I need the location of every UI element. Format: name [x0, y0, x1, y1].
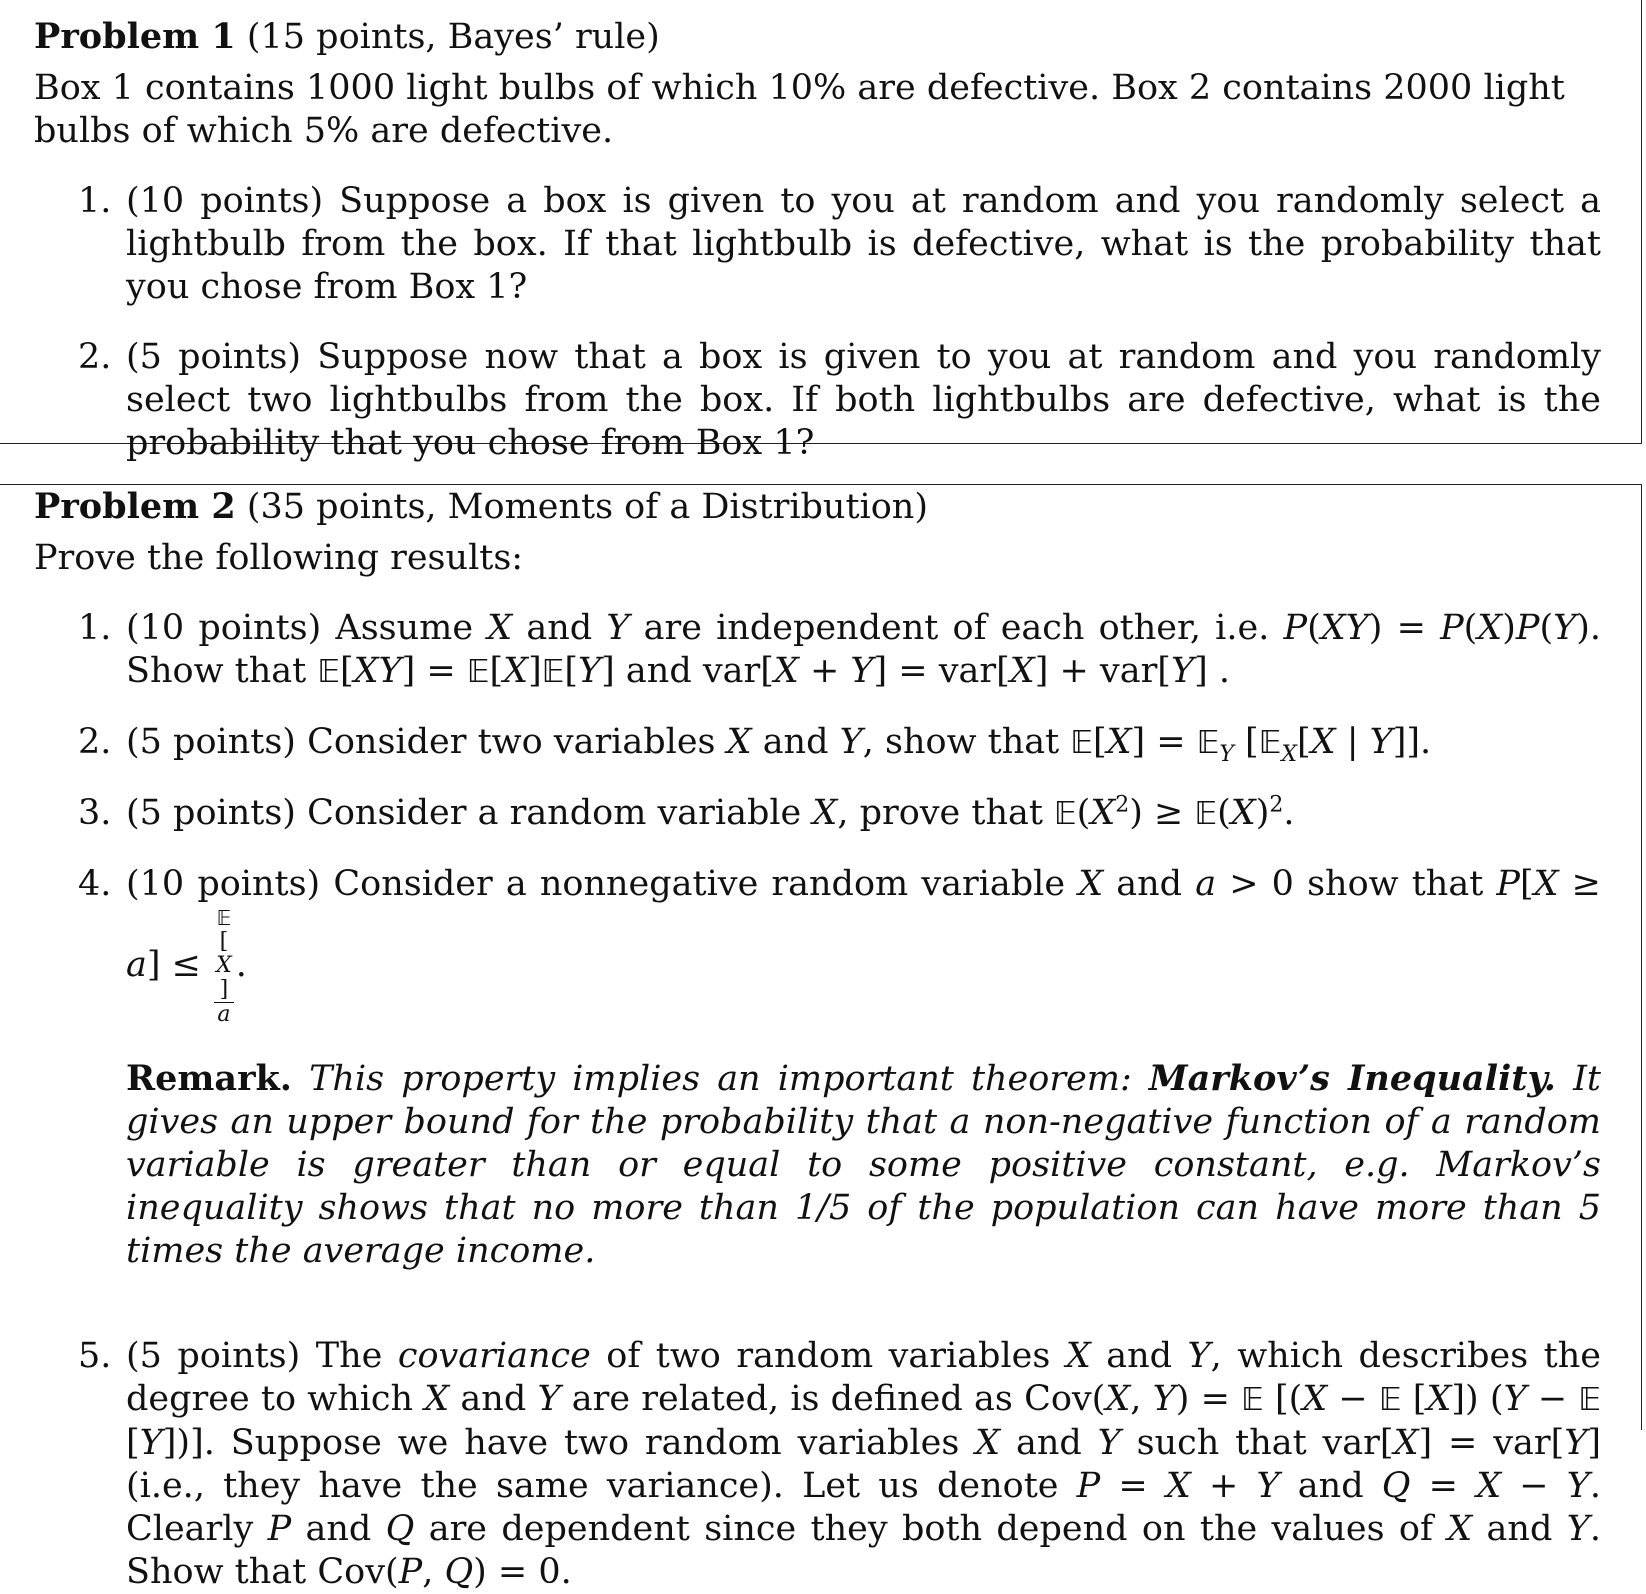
- text: and: [1090, 1336, 1188, 1376]
- item-number: 2.: [78, 337, 112, 377]
- problem-1-content: [34, 15, 1601, 465]
- text: , show that: [862, 722, 1071, 762]
- text: (5 points) Consider two variables: [126, 722, 727, 762]
- problem-1-list: [34, 180, 1601, 465]
- text: such that: [1120, 1423, 1323, 1463]
- text: are independent of each other, i.e.: [629, 608, 1284, 648]
- problem-2-list: [34, 607, 1601, 1594]
- math-expectation-product: 𝔼[XY] = 𝔼[X]𝔼[Y]: [317, 651, 615, 691]
- covariance-term: covariance: [397, 1336, 591, 1376]
- item-number: 1.: [78, 608, 112, 648]
- problem-1-box: [0, 0, 1642, 463]
- item-text: (10 points) Suppose a box is given to you at random and you randomly select a lightbulb from the box. If that lightbulb is defective, what is the probability that you chose from Box 1?: [126, 181, 1601, 307]
- text: and: [512, 608, 607, 648]
- problem-2-item-3: 3. (5 points) Consider a random variable X, prove that $𝔼(X^2)$ ≥ $𝔼(X)^2$.: [78, 792, 1295, 833]
- problem-2-heading: Problem 2: [34, 486, 236, 527]
- item-number: 3.: [78, 793, 112, 833]
- problem-2-item-4: 4. (10 points) Consider a nonnegative random variable X and a > 0 show that P[X ≥ a] ≤ 𝔼 [ X ] a .: [78, 864, 1601, 1027]
- text: and: [449, 1379, 538, 1419]
- remark-text: This property implies an important theorem:: [291, 1059, 1149, 1099]
- text: are related, is defined as: [560, 1379, 1025, 1419]
- problem-2-item-2: 2. (5 points) Consider two variables X and Y, show that 𝔼[X] = 𝔼$_Y$ [𝔼$_X$[X | Y]].: [78, 722, 1432, 767]
- text: and: [1000, 1423, 1098, 1463]
- problem-1-title: [34, 15, 1601, 59]
- text: and: [751, 722, 840, 762]
- text: show that: [1293, 864, 1497, 904]
- text: (10 points) Consider a nonnegative random variable: [126, 864, 1079, 904]
- math-tower-property: 𝔼[X] = 𝔼$_Y$ [𝔼$_X$[X | Y]].: [1070, 722, 1432, 767]
- problem-2-item-5: 5. (5 points) The covariance of two random variables X and Y, which describes the degree to which X and Y are related, is defined as Cov(X, Y) = 𝔼 [(X − 𝔼 [X]) (Y − 𝔼 [Y])]. Suppose we have two random variables X and Y such that var[X] = var[Y] (i.e., they have the same variance). Let us denote P = X + Y and Q = X − Y. Clearly P and Q are dependent since they both depend on the values of X and Y. Show that Cov(P, Q) = 0.: [78, 1336, 1602, 1592]
- remark-theorem: Markov’s Inequality.: [1148, 1058, 1556, 1099]
- problem-1-item-1: [34, 180, 1601, 309]
- text: .: [1207, 651, 1230, 691]
- text: . Suppose we have two random variables: [203, 1423, 976, 1463]
- text: and: [614, 651, 703, 691]
- remark-label: Remark.: [126, 1058, 292, 1099]
- text: , which describes the degree to which: [126, 1336, 1601, 1419]
- problem-1-subtitle: (15 points, Bayes’ rule): [246, 17, 660, 57]
- item-number: 4.: [78, 864, 112, 904]
- math-variance-sum: var[X + Y] = var[X] + var[Y]: [702, 651, 1208, 691]
- math-independence: P(XY) = P(X)P(Y): [1283, 608, 1590, 648]
- text: . Show that: [126, 1509, 1601, 1592]
- remark: [126, 1057, 1601, 1273]
- text: . Show that: [126, 608, 1601, 691]
- problem-2-intro: Prove the following results:: [34, 538, 524, 578]
- text: and: [1279, 1466, 1382, 1506]
- math-p-def: P = X + Y: [1076, 1466, 1280, 1506]
- problem-2-subtitle: (35 points, Moments of a Distribution): [246, 487, 928, 527]
- text: are dependent since they both depend on the values of: [414, 1509, 1448, 1549]
- item-number: 2.: [78, 722, 112, 762]
- problem-1-item-2: [34, 336, 1601, 465]
- problem-1-intro: Box 1 contains 1000 light bulbs of which 10% are defective. Box 2 contains 2000 light bulbs of which 5% are defective.: [34, 68, 1565, 151]
- text: and: [291, 1509, 386, 1549]
- remark-text: It gives an upper bound for the probability that a non-negative function of a random variable is greater than or equal to some positive constant, e.g. Markov’s inequality shows that no more than 1/5 of the population can have more than 5 times the average income.: [126, 1059, 1601, 1271]
- text: (10 points) Assume: [126, 608, 488, 648]
- item-number: 5.: [78, 1336, 112, 1376]
- item-number: 1.: [78, 181, 112, 221]
- math-cov-pq-zero: Cov(P, Q) = 0.: [317, 1552, 572, 1592]
- text: , prove that: [837, 793, 1055, 833]
- math-q-def: Q = X − Y: [1381, 1466, 1590, 1506]
- text: (5 points) The: [126, 1336, 398, 1376]
- math-markov: P[X ≥ a] ≤ 𝔼 [ X ] a .: [126, 864, 1601, 1027]
- math-equal-variance: var[X] = var[Y]: [1322, 1423, 1601, 1463]
- text: and: [1472, 1509, 1567, 1549]
- text: and: [1103, 864, 1196, 904]
- math-covariance-def: Cov(X, Y) = 𝔼 [(X − 𝔼 [X]) (Y − 𝔼 [Y])]: [126, 1379, 1602, 1463]
- text: (5 points) Consider a random variable: [126, 793, 813, 833]
- problem-2-box: [0, 484, 1642, 1592]
- problem-2-content: [34, 485, 1601, 1594]
- text: (i.e., they have the same variance). Let us denote: [126, 1466, 1077, 1506]
- problem-1-heading: Problem 1: [34, 16, 236, 57]
- text: . Clearly: [126, 1466, 1602, 1549]
- item-text: (5 points) Suppose now that a box is given to you at random and you randomly select two lightbulbs from the box. If both lightbulbs are defective, what is the probability that you chose from Box 1?: [126, 337, 1601, 463]
- math-jensen: $𝔼(X^2)$ ≥ $𝔼(X)^2$.: [1054, 792, 1295, 833]
- problem-2-title: [34, 485, 1601, 529]
- text: of two random variables: [590, 1336, 1066, 1376]
- problem-2-item-1: 1. (10 points) Assume X and Y are independent of each other, i.e. P(XY) = P(X)P(Y). Show that 𝔼[XY] = 𝔼[X]𝔼[Y] and var[X + Y] = var[X] + var[Y] .: [78, 608, 1601, 691]
